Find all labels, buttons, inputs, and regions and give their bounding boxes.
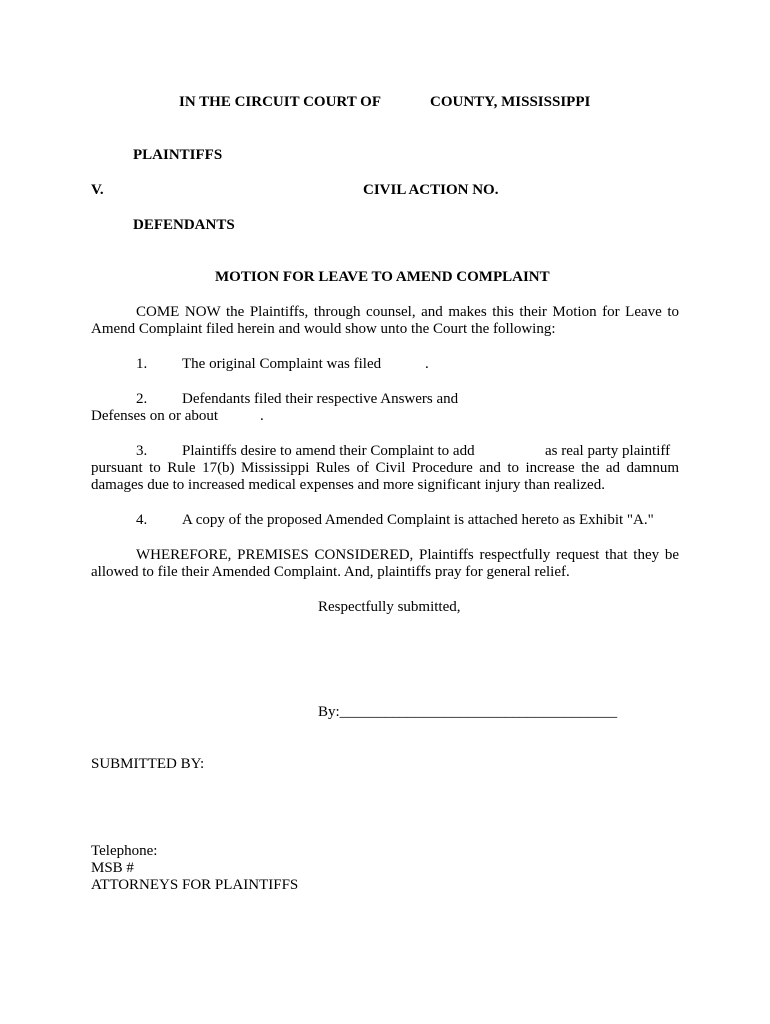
item-4-number: 4. (136, 512, 148, 528)
court-heading-left: IN THE CIRCUIT COURT OF (179, 94, 382, 110)
item-3-text-b: as real party plaintiff (545, 443, 671, 459)
attorneys-label: ATTORNEYS FOR PLAINTIFFS (91, 877, 299, 893)
item-2-end: . (260, 408, 264, 424)
item-2-text: Defendants filed their respective Answers and (182, 391, 459, 407)
intro-line-1: COME NOW the Plaintiffs, through counsel, and makes this their Motion for Leave to (136, 304, 679, 320)
item-1-text: The original Complaint was filed (182, 356, 382, 372)
caption-defendants: DEFENDANTS (133, 217, 235, 233)
telephone-label: Telephone: (91, 843, 158, 859)
closing-text: Respectfully submitted, (318, 599, 461, 615)
document-title: MOTION FOR LEAVE TO AMEND COMPLAINT (215, 269, 550, 285)
item-2-line-2: Defenses on or about (91, 408, 219, 424)
caption-versus: V. (91, 182, 104, 198)
item-4-text: A copy of the proposed Amended Complaint is attached hereto as Exhibit "A." (182, 512, 654, 528)
item-1-number: 1. (136, 356, 148, 372)
item-2-number: 2. (136, 391, 148, 407)
caption-civil-action: CIVIL ACTION NO. (363, 182, 499, 198)
wherefore-line-2: allowed to file their Amended Complaint. And, plaintiffs pray for general relief. (91, 564, 570, 580)
item-3-line-2: pursuant to Rule 17(b) Mississippi Rules of Civil Procedure and to increase the ad damnum (91, 460, 679, 476)
intro-line-2: Amend Complaint filed herein and would show unto the Court the following: (91, 321, 556, 337)
wherefore-line-1: WHEREFORE, PREMISES CONSIDERED, Plaintiffs respectfully request that they be (136, 547, 679, 563)
item-3-line-3: damages due to increased medical expenses and more significant injury than realized. (91, 477, 605, 493)
court-heading-right: COUNTY, MISSISSIPPI (430, 94, 591, 110)
signature-line: By:_____________________________________ (318, 704, 618, 720)
caption-plaintiffs: PLAINTIFFS (133, 147, 223, 163)
item-3-number: 3. (136, 443, 148, 459)
item-1-end: . (425, 356, 429, 372)
msb-label: MSB # (91, 860, 134, 876)
item-3-text-a: Plaintiffs desire to amend their Complaint to add (182, 443, 475, 459)
submitted-by: SUBMITTED BY: (91, 756, 205, 772)
